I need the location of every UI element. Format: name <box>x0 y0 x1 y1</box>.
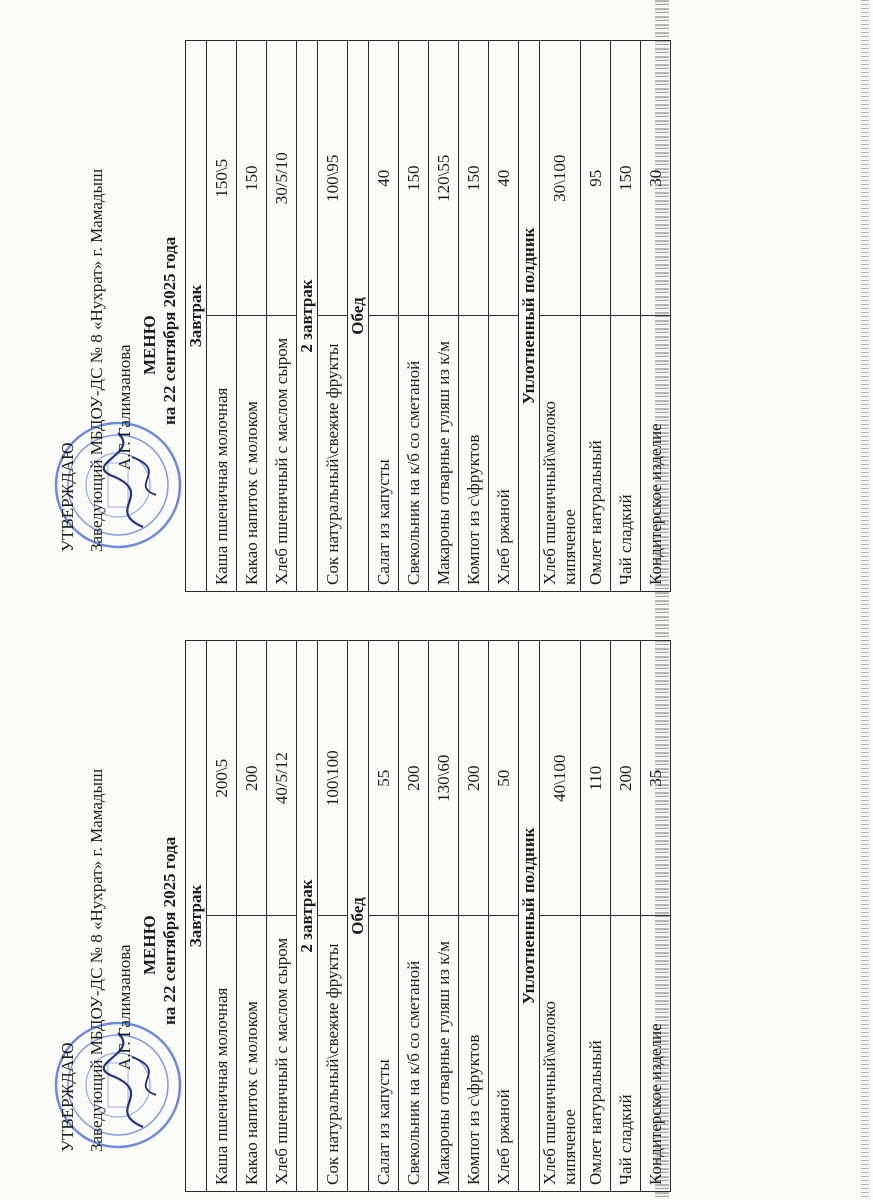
portion-weight: 40/5/12 <box>267 641 297 917</box>
dish-name: Хлеб пшеничный с маслом сыром <box>267 916 297 1192</box>
table-row <box>540 41 581 592</box>
table-row <box>641 41 671 592</box>
table-row <box>489 41 519 592</box>
menu-page-left <box>0 600 873 1200</box>
table-row <box>237 41 267 592</box>
section-label: Уплотненный полдник <box>519 41 540 592</box>
section-row <box>519 641 540 1192</box>
dish-name: Омлет натуральный <box>581 316 611 592</box>
dish-name: Хлеб пшеничный\молоко кипяченое <box>540 316 581 592</box>
portion-weight: 130\60 <box>429 641 459 917</box>
menu-date: на 22 сентября 2025 года <box>160 836 179 1025</box>
portion-weight: 110 <box>581 641 611 917</box>
menu-table <box>185 640 671 1192</box>
table-row <box>237 641 267 1192</box>
dish-name: Макароны отварные гуляш из к/м <box>429 916 459 1192</box>
table-row <box>207 41 237 592</box>
section-row <box>297 41 318 592</box>
portion-weight: 30\100 <box>540 41 581 317</box>
dish-name: Сок натуральный\свежие фрукты <box>318 316 348 592</box>
portion-weight: 200\5 <box>207 641 237 917</box>
section-row <box>348 41 369 592</box>
dish-name: Какао напиток с молоком <box>237 316 267 592</box>
portion-weight: 200 <box>611 641 641 917</box>
section-row <box>519 41 540 592</box>
table-row <box>429 41 459 592</box>
table-row <box>318 41 348 592</box>
section-label: Обед <box>348 641 369 1192</box>
menu-title: МЕНЮ <box>140 315 159 375</box>
section-label: 2 завтрак <box>297 641 318 1192</box>
portion-weight: 150\5 <box>207 41 237 317</box>
portion-weight: 120\55 <box>429 41 459 317</box>
portion-weight: 200 <box>237 641 267 917</box>
section-row <box>186 641 207 1192</box>
approval-header <box>0 640 200 1160</box>
portion-weight: 30 <box>641 41 671 317</box>
dish-name: Хлеб пшеничный\молоко кипяченое <box>540 916 581 1192</box>
dish-name: Чай сладкий <box>611 316 641 592</box>
approve-label: УТВЕРЖДАЮ <box>58 442 77 552</box>
table-row <box>611 641 641 1192</box>
table-row <box>369 641 399 1192</box>
portion-weight: 40\100 <box>540 641 581 917</box>
portion-weight: 100\95 <box>318 41 348 317</box>
head-name: А.Г. Галимзанова <box>115 944 134 1070</box>
table-row <box>399 41 429 592</box>
portion-weight: 40 <box>369 41 399 317</box>
table-row <box>318 641 348 1192</box>
portion-weight: 30/5/10 <box>267 41 297 317</box>
portion-weight: 150 <box>399 41 429 317</box>
table-row <box>429 641 459 1192</box>
table-row <box>611 41 641 592</box>
rotated-document <box>0 152 873 1200</box>
dish-name: Кондитерское изделие <box>641 316 671 592</box>
section-row <box>297 641 318 1192</box>
dish-name: Салат из капусты <box>369 316 399 592</box>
table-row <box>459 641 489 1192</box>
table-row <box>459 41 489 592</box>
dish-name: Какао напиток с молоком <box>237 916 267 1192</box>
table-row <box>207 641 237 1192</box>
head-name: А.Г. Галимзанова <box>115 344 134 470</box>
dish-name: Хлеб пшеничный с маслом сыром <box>267 316 297 592</box>
dish-name: Каша пшеничная молочная <box>207 916 237 1192</box>
table-row <box>369 41 399 592</box>
dish-name: Свекольник на к/б со сметаной <box>399 316 429 592</box>
approve-label: УТВЕРЖДАЮ <box>58 1042 77 1152</box>
dish-name: Хлеб ржаной <box>489 916 519 1192</box>
section-label: Завтрак <box>186 41 207 592</box>
approval-header <box>0 40 200 560</box>
head-position: Заведующий МБДОУ-ДС № 8 «Нухрат» г. Мамадыш <box>87 768 106 1152</box>
menu-table <box>185 40 671 592</box>
dish-name: Свекольник на к/б со сметаной <box>399 916 429 1192</box>
menu-date: на 22 сентября 2025 года <box>160 236 179 425</box>
dish-name: Хлеб ржаной <box>489 316 519 592</box>
portion-weight: 55 <box>369 641 399 917</box>
table-row <box>267 41 297 592</box>
dish-name: Чай сладкий <box>611 916 641 1192</box>
section-label: Уплотненный полдник <box>519 641 540 1192</box>
menu-title: МЕНЮ <box>140 915 159 975</box>
portion-weight: 40 <box>489 41 519 317</box>
portion-weight: 200 <box>459 641 489 917</box>
section-label: 2 завтрак <box>297 41 318 592</box>
dish-name: Каша пшеничная молочная <box>207 316 237 592</box>
table-row <box>399 641 429 1192</box>
dish-name: Компот из с\фруктов <box>459 916 489 1192</box>
dish-name: Сок натуральный\свежие фрукты <box>318 916 348 1192</box>
section-label: Завтрак <box>186 641 207 1192</box>
dish-name: Кондитерское изделие <box>641 916 671 1192</box>
portion-weight: 35 <box>641 641 671 917</box>
head-position: Заведующий МБДОУ-ДС № 8 «Нухрат» г. Мамадыш <box>87 168 106 552</box>
section-row <box>186 41 207 592</box>
table-row <box>581 641 611 1192</box>
section-label: Обед <box>348 41 369 592</box>
dish-name: Макароны отварные гуляш из к/м <box>429 316 459 592</box>
portion-weight: 50 <box>489 641 519 917</box>
section-row <box>348 641 369 1192</box>
table-row <box>540 641 581 1192</box>
dish-name: Компот из с\фруктов <box>459 316 489 592</box>
portion-weight: 150 <box>611 41 641 317</box>
dish-name: Омлет натуральный <box>581 916 611 1192</box>
table-row <box>641 641 671 1192</box>
portion-weight: 150 <box>459 41 489 317</box>
table-row <box>267 641 297 1192</box>
portion-weight: 150 <box>237 41 267 317</box>
table-row <box>581 41 611 592</box>
portion-weight: 100\100 <box>318 641 348 917</box>
table-row <box>489 641 519 1192</box>
portion-weight: 200 <box>399 641 429 917</box>
portion-weight: 95 <box>581 41 611 317</box>
dish-name: Салат из капусты <box>369 916 399 1192</box>
